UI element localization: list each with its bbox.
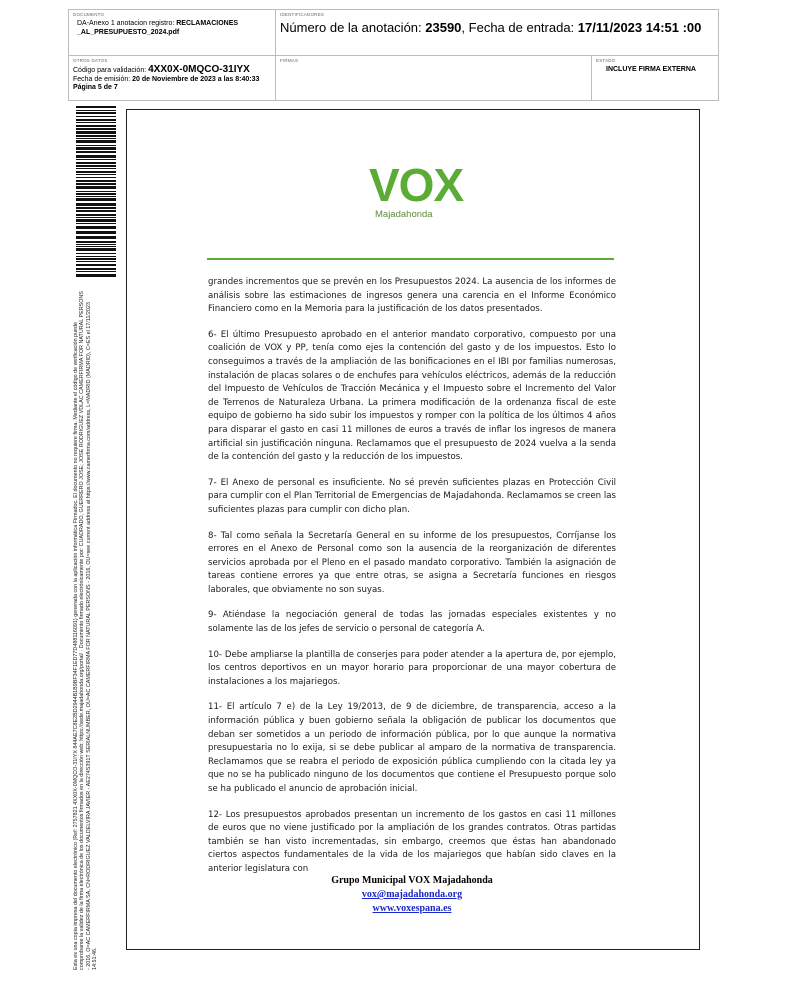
registry-header [68,9,719,101]
otros-datos-label: OTROS DATOS [73,58,108,63]
paragraph-continuation: grandes incrementos que se prevén en los Presupuestos 2024. La ausencia de los informes de análisis sobre las estimaciones de ingresos genera una carencia en el Informe Económico Financiero como en la Memoria para la justificación de los datos presentados. [208,277,616,315]
barcode-bar [76,165,116,167]
paragraph-6: 6- El último Presupuesto aprobado en el anterior mandato corporativo, compuesto por una coalición de VOX y PP, tenía como ejes la contención del gasto y de los impuestos. Esto lo conseguimos a través de la ampliación de las bonificaciones en el IBI por familias numerosas, instalación de placas solares o de enchufes para vehículos eléctricos, además de la reducción del Impuesto de Vehículos de Tracción Mecánica y el Impuesto sobre el Incremento del Valor de Terrenos de Naturaleza Urbana. La primera modificación de la ordenanza fiscal de este equipo de gobierno ha sido subir los impuestos y romper con la política de los últimos 4 años para disparar el gasto en casi 11 millones de euros a través de inflar los ingresos de manera artificial sin justificación ninguna. Reclamamos que el presupuesto de 2024 vuelva a la senda de la contención del gasto y la reducción de los impuestos. [208,329,616,463]
barcode-bar [76,171,116,173]
barcode-bar [76,147,116,150]
barcode-bar [76,207,116,209]
barcode-bar [76,198,116,201]
paragraph-11: 11- El artículo 7 e) de la Ley 19/2013, de 9 de diciembre, de transparencia, acceso a la información pública y buen gobierno señala la obligación de publicar los documentos que deban ser sometidos a un periodo de información pública, por lo que aunque la normativa presupuestaria no lo exija, si se debe publicar al amparo de la normativa de transparencia. Reclamamos que se reabra el periodo de exposición pública cumpliendo con la citada ley ya que no se ha publicado ninguno de los documentos que contiene el Presupuesto porque solo se ha publicado el anuncio de aprobación inicial. [208,702,616,794]
barcode-bar [76,138,116,139]
estado-value: INCLUYE FIRMA EXTERNA [606,66,696,73]
barcode-bar [76,248,116,251]
paragraph-12: 12- Los presupuestos aprobados presentan un incremento de los gastos en casi 11 millones de euros que no viene justificado por la ampliación de los grandes contratos. Otras partidas también se han visto incrementadas, sin embargo, creemos que éstas han abandonado ciertos aspectos fundamentales de la vida de los majariegos que habían sido claves en la anterior legislatura con [208,809,616,874]
barcode-bar [76,253,116,254]
barcode-bar [76,193,116,195]
barcode-bar [76,244,116,245]
paragraph-7: 7- El Anexo de personal es insuficiente. No sé prevén suficientes plazas en Protección Civil para cumplir con el Plan Territorial de Emergencias de Majadahonda. Reclamamos se creen las suficientes plazas para cumplir con dicho plan. [208,477,616,515]
barcode-bar [76,231,116,234]
footer-group-name: Grupo Municipal VOX Majadahonda [331,875,493,886]
barcode-bar [76,241,116,243]
barcode-bar [76,145,116,146]
letter-body [208,276,616,889]
documento-label: DOCUMENTO [73,12,105,17]
letter-footer [208,874,616,916]
barcode-bar [76,217,116,218]
barcode-bar [76,116,116,117]
barcode-bar [76,196,116,197]
codigo-label: Código para validación: [73,67,149,74]
barcode-bar [76,214,116,216]
vox-logo-subtitle: Majadahonda [375,209,433,220]
firmas-label: FIRMAS [280,58,299,63]
barcode-bar [76,191,116,192]
estado-label: ESTADO [596,58,616,63]
otros-datos-cell [69,56,276,101]
emision-label: Fecha de emisión: [73,75,133,83]
identificadores-label: IDENTIFICADORES [280,12,325,17]
documento-cell [69,10,276,56]
fecha-entrada-value: 17/11/2023 14:51 :00 [577,20,702,35]
barcode-bar [76,236,116,239]
verification-side-text: Esta es una copia impresa del documento electrónico (Ref: 2757821 4XX0X-0MQCO-31IYX 844AE7C8E2BD2944B1B9BF34F1ED77D488116091) generada con la aplicación informática Firmadoc. El documento no requiere firma. Mediante el código de verificación puede comprobarse la validez de la firma electrónica de los documentos firmados en la dirección web: https://sede.majadahonda.org/portal/ · Documento firmado electrónicamente por: CUADRADO, GUERRERO JOSE; JOSE RODRIGUEZ VDLAC CAMERFIRMA FOR NATURAL PERSONS - 2016, O=AC CAMERFIRMA SA, CN=RODRIGUEZ VALDELVIRA JAVIER - AE274S391T SERIALNUMBER, OU=AC CAMERFIRMA FOR NATURAL PERSONS - 2016, OU=see current address at https://www.camerfirma.com/address, L=MADRID (MADRID), C=ES el 17/11/2023 14:51:46. [73,291,98,970]
barcode-bar [76,271,116,272]
barcode-bar [76,122,116,123]
anotacion-label: Número de la anotación: [280,20,426,35]
barcode-bar [76,264,116,266]
barcode-bar [76,140,116,143]
barcode-bar [76,246,116,247]
barcode-image [76,106,116,278]
vox-majadahonda-logo [369,159,464,222]
barcode-bar [76,151,116,153]
documento-filename: RECLAMACIONES _AL_PRESUPUESTO_2024.pdf [77,20,239,36]
identificadores-cell [276,10,718,56]
firmas-cell [276,56,592,101]
barcode-bar [76,203,116,206]
emision-value: 20 de Noviembre de 2023 a las 8:40:33 [132,75,260,83]
barcode-bar [76,135,116,137]
barcode-bar [76,180,116,182]
pagina-indicator: Página 5 de 7 [73,84,118,91]
barcode-bar [76,183,116,185]
barcode-bar [76,274,116,277]
documento-prefix: DA-Anexo 1 anotacion registro: [77,20,177,27]
barcode-bar [76,261,116,262]
barcode-bar [76,210,116,212]
barcode-bar [76,159,116,160]
barcode-bar [76,186,116,189]
barcode-bar [76,106,116,108]
barcode-bar [76,226,116,229]
paragraph-9: 9- Atiéndase la negociación general de todas las jornadas especiales existentes y no solamente las de los jefes de servicio o personal de categoría A. [208,610,616,635]
header-divider [207,258,614,260]
barcode-bar [76,177,116,178]
barcode-bar [76,258,116,260]
estado-cell [592,56,718,101]
anotacion-number: 23590 [425,20,462,35]
codigo-value: 4XX0X-0MQCO-31IYX [148,64,250,75]
paragraph-10: 10- Debe ampliarse la plantilla de conserjes para poder atender a la apertura de, por ejemplo, los centros deportivos en un mayor horario para proporcionar de una mayor cobertura de instalaciones a los majariegos. [208,649,616,687]
anotacion-line [280,20,714,35]
barcode-bar [76,223,116,224]
barcode-bar [76,131,116,134]
barcode-bar [76,174,116,175]
barcode-bar [76,268,116,270]
barcode-bar [76,162,116,164]
paragraph-8: 8- Tal como señala la Secretaría General en su informe de los presupuestos, Corríjanse los errores en el Anexo de Personal como son la ausencia de la reorganización de diferentes servicios aprobada por el Pleno en el pasado mandato corporativo. También la asignación de tareas contiene errores ya que entre otras, se asigna a Secretaría funciones en riesgos laborales, que obviamente no son suyas. [208,530,616,595]
fecha-entrada-label: , Fecha de entrada: [461,20,578,35]
barcode-bar [76,219,116,222]
barcode-bar [76,119,116,121]
barcode-bar [76,110,116,111]
barcode-bar [76,128,116,130]
footer-email-link[interactable]: vox@majadahonda.org [361,889,463,900]
barcode-bar [76,125,116,127]
barcode-bar [76,256,116,257]
barcode-bar [76,155,116,158]
footer-web-link[interactable]: www.voxespana.es [372,903,452,914]
barcode-bar [76,168,116,169]
barcode-bar [76,112,116,114]
vox-logo-word: VOX [369,159,464,211]
